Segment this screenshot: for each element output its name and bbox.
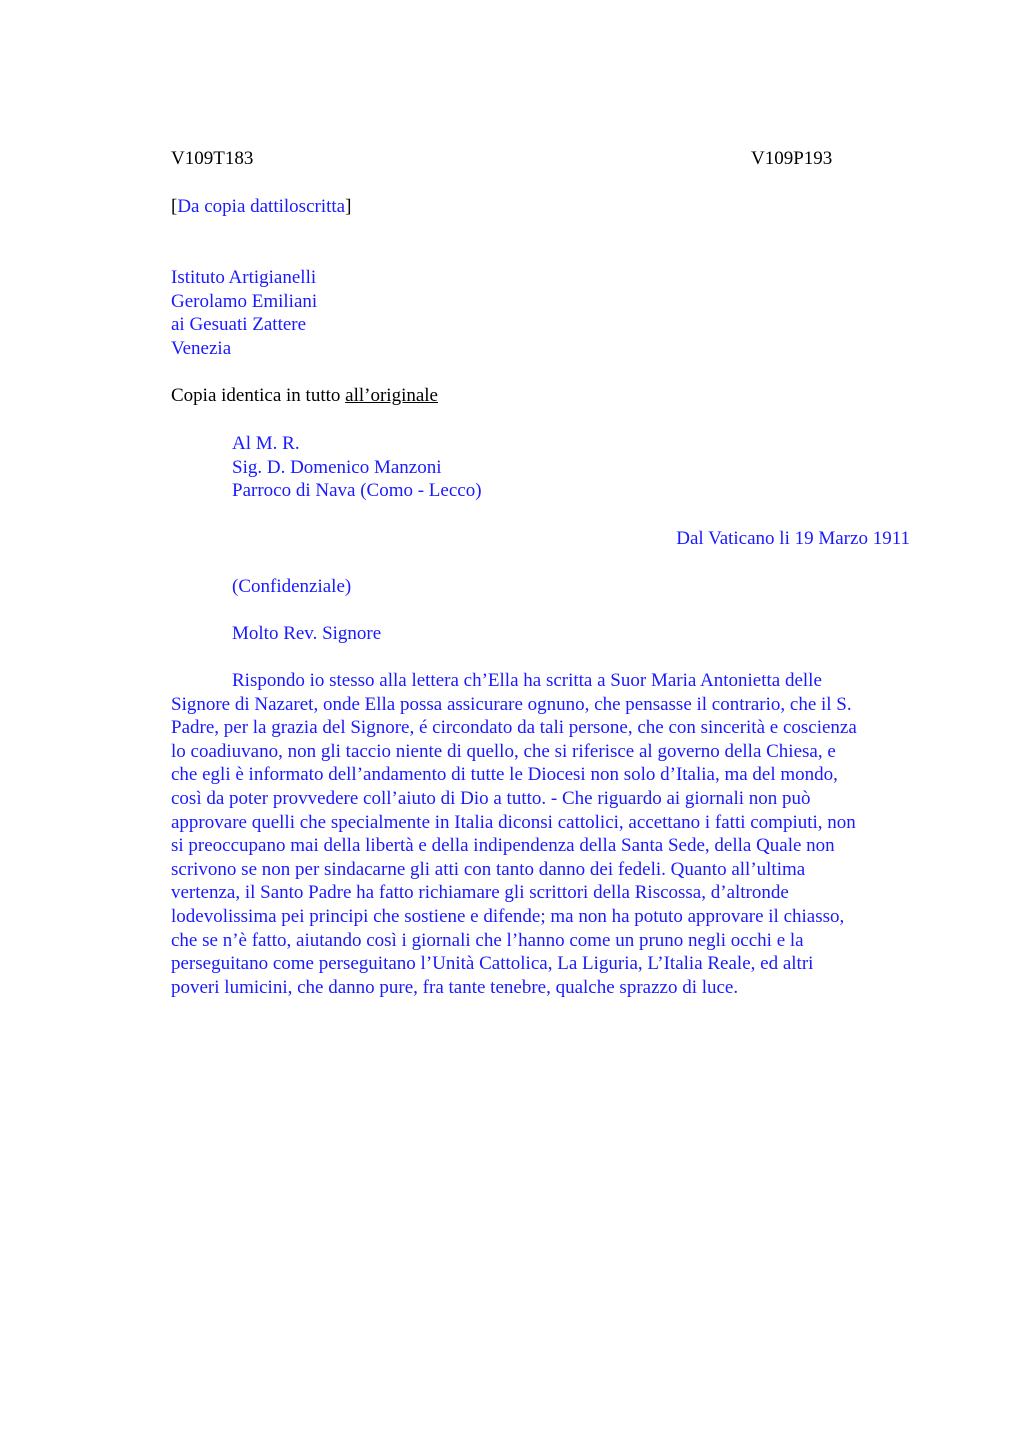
- body-line: Signore di Nazaret, onde Ella possa assicurare ognuno, che pensasse il contrario, che il S.: [171, 693, 852, 715]
- institution-line: Gerolamo Emiliani: [171, 290, 318, 312]
- source-text: Da copia dattiloscritta: [177, 196, 346, 217]
- recipient-line: Sig. D. Domenico Manzoni: [232, 456, 442, 478]
- recipient-line: Parroco di Nava (Como - Lecco): [232, 480, 482, 502]
- body-line: che se n’è fatto, aiutando così i giornali che l’hanno come un pruno negli occhi e la: [171, 929, 804, 951]
- recipient-address: [232, 432, 482, 503]
- confidential-note: (Confidenziale): [232, 576, 352, 597]
- institution-line: Venezia: [171, 337, 232, 359]
- source-open-bracket: [: [171, 196, 178, 217]
- body-line: Rispondo io stesso alla lettera ch’Ella ha scritta a Suor Maria Antonietta delle: [232, 670, 822, 691]
- body-line: scrivono se non per sindacarne gli atti con tanto danno dei fedeli. Quanto all’ultima: [171, 858, 806, 880]
- document-code-left: V109T183: [171, 148, 254, 169]
- source-note: [171, 195, 351, 219]
- body-line: vertenza, il Santo Padre ha fatto richiamare gli scrittori della Riscossa, d’altronde: [171, 882, 789, 904]
- institution-line: ai Gesuati Zattere: [171, 314, 307, 336]
- body-line: si preoccupano mai della libertà e della indipendenza della Santa Sede, della Quale non: [171, 835, 835, 857]
- copy-note-underlined: all’originale: [345, 385, 438, 406]
- recipient-line: Al M. R.: [232, 433, 300, 454]
- body-line: approvare quelli che specialmente in Italia diconsi cattolici, accettano i fatti compiuti, non: [171, 811, 856, 833]
- body-line: perseguitano come perseguitano l’Unità Cattolica, La Liguria, L’Italia Reale, ed altri: [171, 953, 814, 975]
- body-line: poveri lumicini, che danno pure, fra tante tenebre, qualche sprazzo di luce.: [171, 976, 739, 998]
- document-code-right: V109P193: [751, 148, 833, 169]
- letter-body: [171, 669, 931, 999]
- source-close-bracket: ]: [345, 196, 352, 217]
- body-line: lodevolissima pei principi che sostiene e difende; ma non ha potuto approvare il chiasso,: [171, 905, 845, 927]
- body-line: che egli è informato dell’andamento di tutte le Diocesi non solo d’Italia, ma del mondo,: [171, 764, 838, 786]
- institution-line: Istituto Artigianelli: [171, 267, 317, 288]
- copy-note-prefix: Copia identica in tutto: [171, 385, 346, 406]
- body-line: così da poter provvedere coll’aiuto di Dio a tutto. - Che riguardo ai giornali non può: [171, 787, 811, 809]
- salutation: Molto Rev. Signore: [232, 623, 382, 644]
- copy-note: [171, 384, 438, 408]
- letter-date: Dal Vaticano li 19 Marzo 1911: [676, 528, 910, 549]
- body-line: lo coadiuvano, non gli taccio niente di quello, che si riferisce al governo della Chiesa, e: [171, 740, 836, 762]
- institution-address: [171, 266, 317, 360]
- body-line: Padre, per la grazia del Signore, é circondato da tali persone, che con sincerità e coscienza: [171, 717, 857, 739]
